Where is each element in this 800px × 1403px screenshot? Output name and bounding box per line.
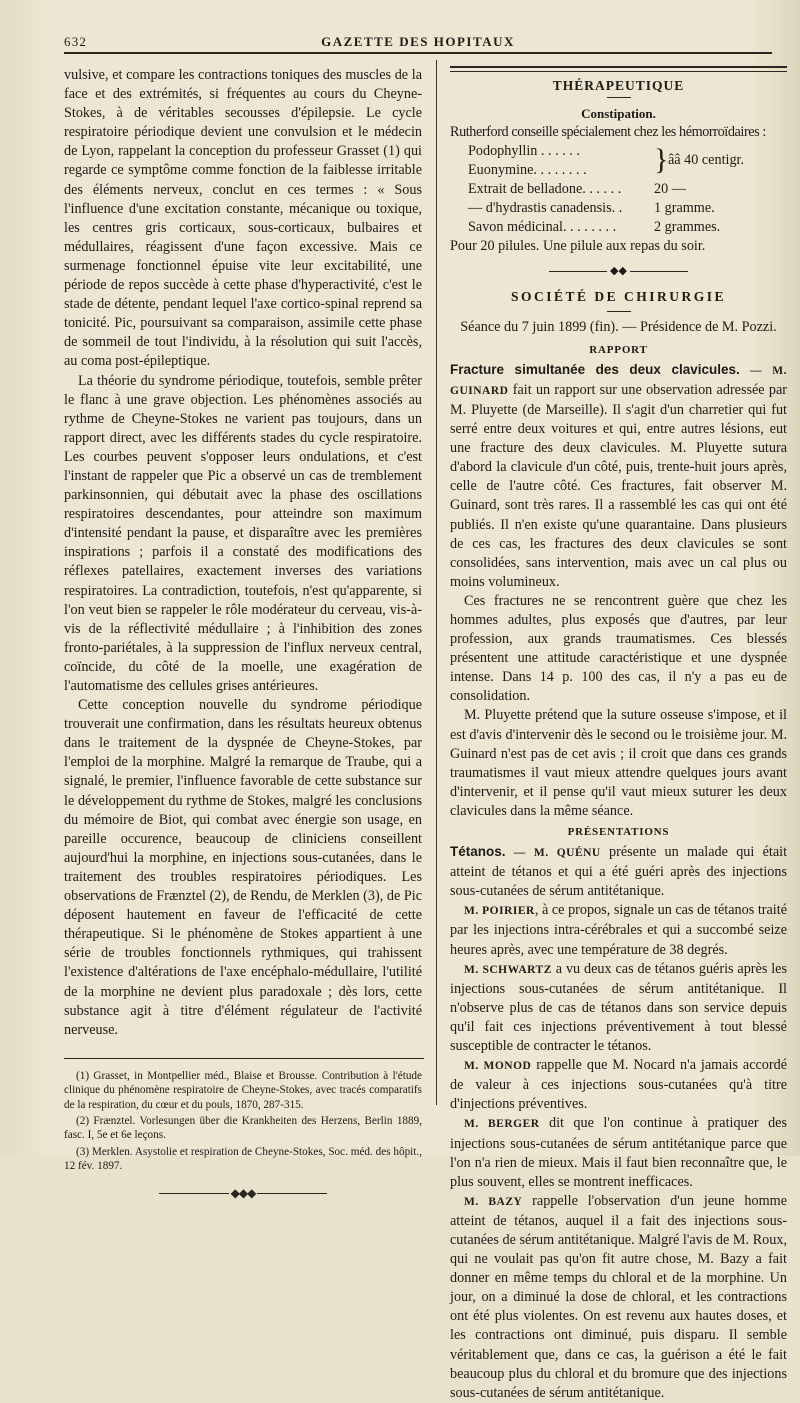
right-column — [450, 66, 787, 1403]
body-paragraph: La théorie du syndrome périodique, toutefois, semble prêter le flanc à une grave objection. Les phénomènes associés au rythme de Cheyne-Stokes ne varient pas toujours, dans un rapport direct, avec les différents stades du cycle respiratoire. Les courbes peuvent s'opposer leurs ondulations, et c'est l'instant de rappeler que Pic a observé un cas de tremblement parkinsonnien, qui débutait avec la phase des oscillations respiratoires descendantes, pour atteindre son maximum d'intensité pendant la pause, et disparaître avec les premières inspirations ; parfois il a constaté des modifications des réflexes patellaires, exactement inverses des variations respiratoires. La contradiction, toutefois, n'est qu'apparente, si l'on veut bien se rappeler le rôle modérateur du cerveau, vis-à-vis de la réflectivité médullaire ; à l'inhibition des zones fronto-pariétales, à la suppression de l'influx nerveux central, coïncide, du côté de la moelle, une exagération de l'automatisme des cellules grises antérieures. — [64, 372, 422, 694]
discussion-paragraph: M. SCHWARTZ a vu deux cas de tétanos guéris après les injections sous-cutanées de sérum antitétanique. Il n'observe plus de cas de tétanos dans son service depuis qu'il fait ces injections préventivement à tout blessé susceptible de contracter le tétanos. — [450, 960, 787, 1055]
presentations-heading: PRÉSENTATIONS — [567, 826, 670, 838]
footnote: (2) Frænztel. Vorlesungen über die Krankheiten des Herzens, Berlin 1889, fasc. I, 5e et 6e leçons. — [64, 1115, 422, 1142]
rapport-title: Fracture simultanée des deux clavicules. — [450, 361, 740, 377]
rx-line: Extrait de belladone. . . . . . 20 — — [468, 181, 686, 198]
rapport-speaker: — M. GUINARD — [450, 364, 788, 397]
rx-line: Podophyllin . . . . . . — [468, 143, 580, 160]
tetanos-title: Tétanos. — [450, 844, 506, 860]
discussion-paragraph: M. POIRIER, à ce propos, signale un cas de tétanos traité par les injections intra-cérébrales et qui a succombé seize heures après, avec une température de 38 degrés. — [450, 902, 787, 958]
section-rule — [450, 66, 787, 72]
left-column — [64, 66, 422, 1203]
footnote: (1) Grasset, in Montpellier méd., Blaise et Brousse. Contribution à l'étude clinique du phénomène respiratoire de Cheyne-Stokes, avec tracés comparatifs de la respiration, du cœur et du pouls, 1870, 287-315. — [64, 1069, 422, 1111]
short-rule — [607, 311, 631, 312]
societe-heading: SOCIÉTÉ DE CHIRURGIE — [510, 289, 727, 305]
rx-line: Euonymine. . . . . . . . — [468, 162, 587, 179]
short-rule — [607, 97, 631, 98]
footnote-rule — [64, 1058, 424, 1059]
seance-line: Séance du 7 juin 1899 (fin). — Présidence de M. Pozzi. — [460, 318, 777, 335]
discussion-paragraph: M. BAZY rappelle l'observation d'un jeune homme atteint de tétanos, auquel il a fait des injections sous-cutanées de sérum antitétanique. Malgré l'avis de M. Roux, qui ne voulait pas qu'on fit autre chose, M. Bazy a fait donner en même temps du chloral et de la morphine. Un jour, on a diminué la dose de chloral, et les contractions ont été plus violentes. On est revenu aux hautes doses, et les contractions ont diminué, puis disparu. Il semble véritablement que, dans ce cas, la guérison a été le fait beaucoup plus du chloral et du bromure que des injections sous-cutanées de sérum antitétanique. — [450, 1192, 787, 1401]
rx-line: Savon médicinal. . . . . . . . 2 grammes. — [468, 219, 721, 236]
ornament-divider: ◆◆◆ — [64, 1184, 422, 1203]
therapeutique-heading: THÉRAPEUTIQUE — [552, 78, 685, 93]
prescription-intro: Rutherford conseille spécialement chez les hémorroïdaires : — [450, 124, 766, 141]
body-paragraph: M. Pluyette prétend que la suture osseuse s'impose, et il est d'avis d'intervenir dès le second ou le troisième jour. M. Guinard n'est pas de cet avis ; il croit que dans ces grands traumatismes il vaut mieux attendre quelques jours avant d'intervenir, et il pense qu'il vaut mieux suturer les deux clavicules dans la même séance. — [450, 707, 787, 819]
footnote: (3) Merklen. Asystolie et respiration de Cheyne-Stokes, Soc. méd. des hôpit., 12 fév. 1897. — [64, 1145, 422, 1173]
tetanos-paragraph — [450, 842, 787, 901]
rapport-heading: RAPPORT — [589, 343, 648, 356]
prescription-closing: Pour 20 pilules. Une pilule aux repas du soir. — [450, 238, 706, 255]
page-number: 632 — [64, 34, 88, 49]
body-paragraph: Ces fractures ne se rencontrent guère que chez les hommes adultes, plus exposés que d'autres, par leur profession, aux grands traumatismes. Ces blessés présentent une attitude caractéristique et une dyspnée intense. Dans 14 p. 100 des cas, il n'y a pas eu de consolidation. — [450, 592, 787, 705]
rx-line: — d'hydrastis canadensis. . 1 gramme. — [468, 200, 715, 217]
constipation-heading: Constipation. — [581, 106, 656, 122]
brace-group — [468, 142, 787, 180]
tetanos-speaker: — M. QUÉNU — [513, 847, 601, 860]
journal-title: GAZETTE DES HOPITAUX — [321, 34, 515, 49]
page-header — [64, 30, 772, 54]
body-paragraph: vulsive, et compare les contractions toniques des muscles de la face et des extrémités, si fréquentes au cours du Cheyne-Stokes, à de véritables secousses d'épilepsie. Le cycle respiratoire périodique devient une convulsion et le médecin de Lyon, rappelant la conception du professeur Grasset (1) qui regarde ce symptôme comme fonction de la faiblesse irritable des éléments nerveux, conclut en ces termes : « Sous l'influence d'une excitation constante, mécanique ou toxique, les centres gris corticaux, sous-corticaux, bulbaires et médullaires, réagissent d'une façon excessive. Mais ce surmenage fonctionnel épuise vite leur excitabilité, une période de repos succède à cette phase d'hyperactivité, c'est le stade de détente, pendant lequel l'axe cortico-spinal reprend sa tonicité. Pic, poursuivant sa comparaison, assimile cette phase de sommeil de tout l'individu, à la résolution qui suit l'accès, au coma post-épileptique. — [64, 67, 422, 370]
ornament-divider: ◆◆ — [450, 262, 787, 281]
prescription — [450, 142, 787, 237]
rapport-text: fait un rapport sur une observation adressée par M. Pluyette (de Marseille). Il s'agit d'un charretier qui fut serré entre deux voitures et qui, entre autres lésions, eut une fracture des deux clavicules. M. Pluyette sutura d'abord la clavicule d'un côté, puis, trente-huit jours après, celle de l'autre côté. Ces fractures, fait observer M. Guinard, sont très rares. Il a rassemblé les cas qui ont été publiés. Il n'en existe qu'une quarantaine. Dans plusieurs de ces cas, les fractures des deux clavicules se sont consolidées, sans intervention, mais avec un cal plus ou moins volumineux. — [450, 381, 788, 590]
body-paragraph: Cette conception nouvelle du syndrome périodique trouverait une confirmation, dans les résultats heureux obtenus dans le traitement de la dyspnée de Cheyne-Stokes, par l'emploi de la morphine. Malgré la remarque de Traube, qui a signalé, le premier, l'influence favorable de cette substance sur le développement du rythme de Stokes, malgré les conclusions du mémoire de Biot, qui combat avec énergie son usage, en pareille occurence, beaucoup de cliniciens conseillent aujourd'hui la morphine, en injections sous-cutanées, dans le traitement des troubles respiratoires périodiques. Les observations de Frænztel (2), de Rendu, de Merklen (3), de Pic déposent hautement en faveur de l'efficacité de cette thérapeutique. Si le phénomène de Stokes appartient à une série de troubles fonctionnels rythmiques, qui trahissent l'existence d'altérations de l'axe encéphalo-médullaire, l'utilité de la morphine ne devient plus paradoxale ; dès lors, cette substance agit à titre d'élément régulateur de l'activité nerveuse. — [64, 697, 422, 1038]
discussion-paragraph: M. BERGER dit que l'on continue à pratiquer des injections sous-cutanées de sérum antitétanique parce que l'on n'a rien de mieux. Mais il faut bien reconnaître que, le plus souvent, elles se montrent inefficaces. — [450, 1115, 788, 1190]
column-divider — [436, 60, 437, 1105]
brace-glyph: } — [654, 143, 669, 177]
discussion-paragraph: M. MONOD rappelle que M. Nocard n'a jamais accordé de valeur à ces injections sous-cutanées qu'à titre d'injections préventives. — [450, 1057, 787, 1113]
rx-quantity: ââ 40 centigr. — [668, 152, 745, 169]
rapport-paragraph — [450, 360, 787, 592]
tetanos-text: présente un malade qui était atteint de tétanos et qui a été guéri après des injections sous-cutanées de sérum antitétanique. — [450, 844, 788, 900]
